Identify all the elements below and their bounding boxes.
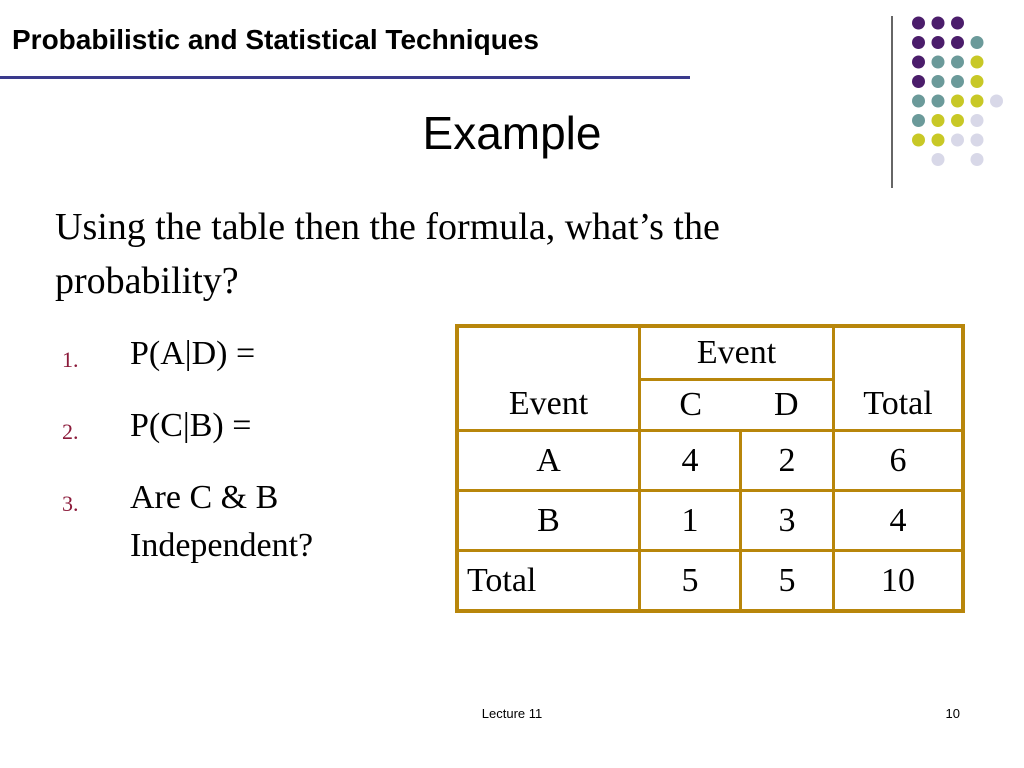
decorative-dot [912, 56, 925, 69]
decorative-vertical-rule [891, 16, 893, 188]
column-group-header: Event [640, 326, 834, 380]
decorative-dot [912, 17, 925, 30]
table-row [457, 551, 963, 612]
intro-text: Using the table then the formula, what’s the probability? [55, 206, 720, 302]
column-header-total: Total [834, 380, 964, 431]
table-corner-cell [457, 326, 640, 380]
table-cell-total: 4 [834, 491, 964, 551]
table-header-row [457, 380, 963, 431]
row-label: A [457, 431, 640, 491]
contingency-table [455, 324, 965, 613]
page-number: 10 [945, 706, 960, 721]
table-cell-total: 10 [834, 551, 964, 612]
list-item [58, 474, 418, 570]
decorative-dot [912, 75, 925, 88]
list-number: 3. [62, 491, 79, 516]
table-row [457, 431, 963, 491]
table-cell: 5 [741, 551, 834, 612]
question-text: P(C|B) = [130, 407, 252, 444]
decorative-dot [951, 56, 964, 69]
column-header-d: D [741, 380, 834, 431]
row-label: B [457, 491, 640, 551]
table-row [457, 491, 963, 551]
decorative-dot [932, 36, 945, 49]
question-text: P(A|D) = [130, 335, 256, 372]
table-corner-cell [834, 326, 964, 380]
list-number: 1. [62, 347, 79, 372]
decorative-dot [971, 36, 984, 49]
decorative-dot [951, 75, 964, 88]
decorative-dot [932, 75, 945, 88]
table-cell: 4 [640, 431, 741, 491]
title-underline [0, 76, 690, 79]
decorative-dot [971, 75, 984, 88]
list-item [58, 330, 418, 378]
table-cell: 2 [741, 431, 834, 491]
table-cell: 3 [741, 491, 834, 551]
course-title: Probabilistic and Statistical Techniques [12, 24, 539, 55]
list-item [58, 402, 418, 450]
table-cell: 1 [640, 491, 741, 551]
footer-lecture: Lecture 11 [481, 706, 543, 721]
decorative-dot [912, 36, 925, 49]
question-list [58, 330, 418, 594]
column-header-c: C [640, 380, 741, 431]
decorative-dot [951, 36, 964, 49]
table-cell: 5 [640, 551, 741, 612]
row-label: Total [457, 551, 640, 612]
decorative-dot [932, 17, 945, 30]
decorative-dot [951, 17, 964, 30]
table-cell-total: 6 [834, 431, 964, 491]
question-text: Are C & B Independent? [130, 479, 314, 564]
list-number: 2. [62, 419, 79, 444]
decorative-dot [932, 56, 945, 69]
row-header-label: Event [457, 380, 640, 431]
table-header-row [457, 326, 963, 380]
decorative-dot [971, 56, 984, 69]
slide-heading: Example [422, 107, 602, 159]
